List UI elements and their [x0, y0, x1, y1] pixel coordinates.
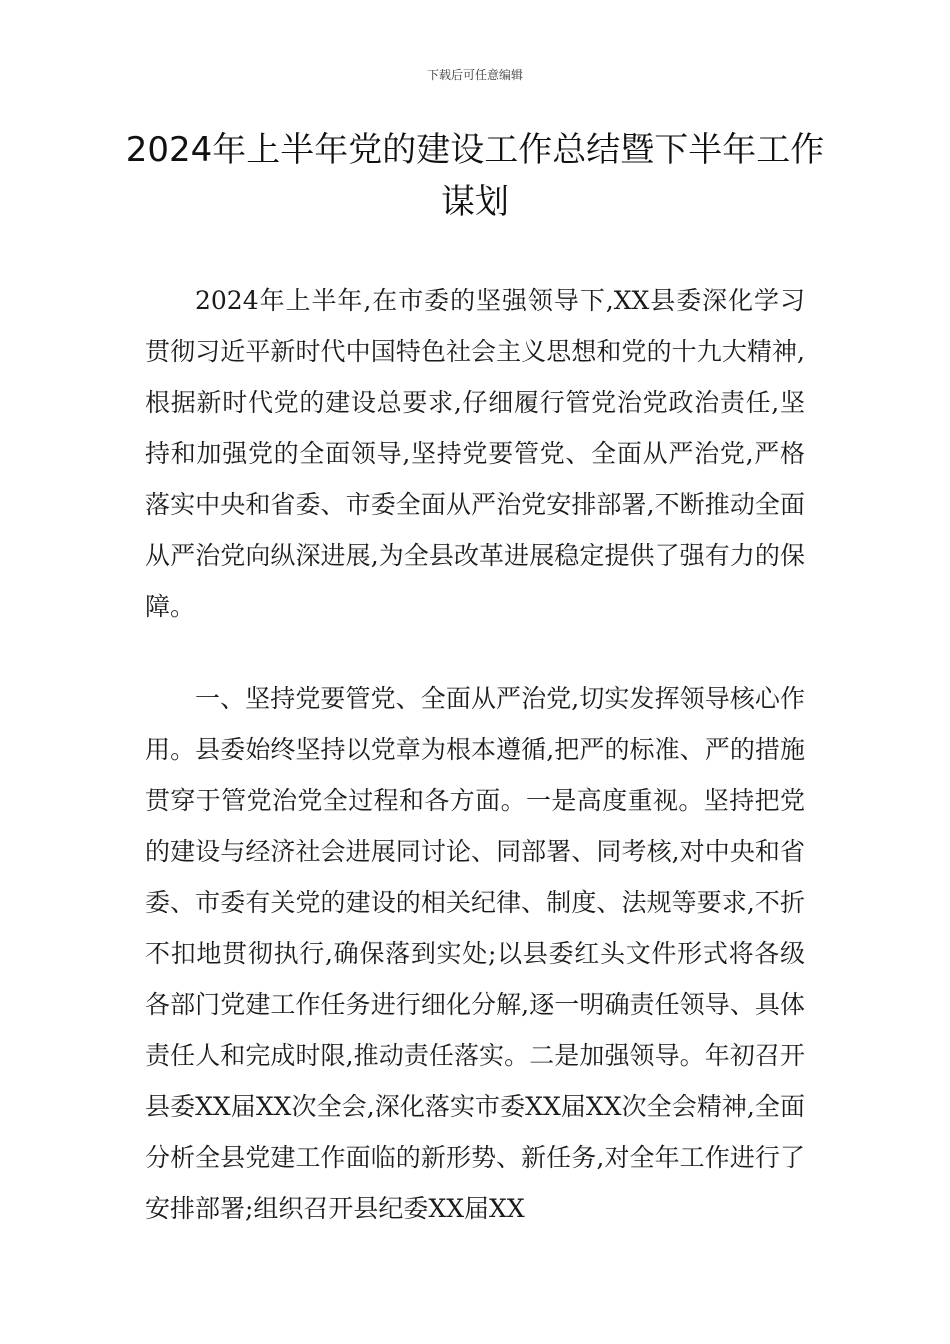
header-note: 下载后可任意编辑	[426, 68, 523, 82]
document-title: 2024年上半年党的建设工作总结暨下半年工作谋划	[125, 130, 825, 222]
paragraph-intro: 2024年上半年,在市委的坚强领导下,XX县委深化学习贯彻习近平新时代中国特色社会主义思想和党的十九大精神,根据新时代党的建设总要求,仔细履行管党治党政治责任,坚持和加强党的全面领导,坚持党要管党、全面从严治党,严格落实中央和省委、市委全面从严治党安排部署,不断推动全面从严治党向纵深进展,为全县改革进展稳定提供了强有力的保障。	[145, 286, 805, 621]
paragraph-section-one: 一、坚持党要管党、全面从严治党,切实发挥领导核心作用。县委始终坚持以党章为根本遵循,把严的标准、严的措施贯穿于管党治党全过程和各方面。一是高度重视。坚持把党的建设与经济社会进展同讨论、同部署、同考核,对中央和省委、市委有关党的建设的相关纪律、制度、法规等要求,不折不扣地贯彻执行,确保落到实处;以县委红头文件形式将各级各部门党建工作任务进行细化分解,逐一明确责任领导、具体责任人和完成时限,推动责任落实。二是加强领导。年初召开县委XX届XX次全会,深化落实市委XX届XX次全会精神,全面分析全县党建工作面临的新形势、新任务,对全年工作进行了安排部署;组织召开县纪委XX届XX	[145, 684, 805, 1223]
